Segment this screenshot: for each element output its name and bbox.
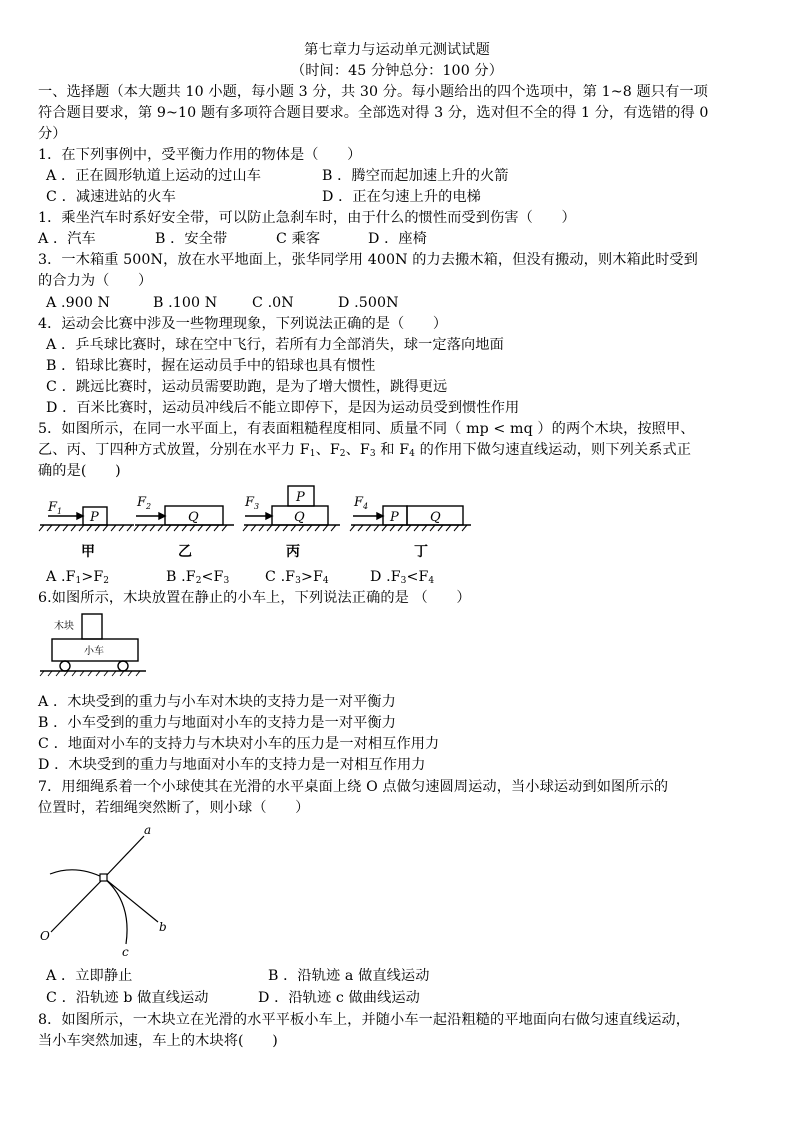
q2-option-d: D ．座椅 bbox=[368, 231, 427, 247]
q7-label-o: O bbox=[40, 929, 50, 943]
section-instructions-line3: 分） bbox=[38, 126, 67, 142]
q3-stem-line2: 的合力为（ ） bbox=[38, 273, 153, 289]
q1-stem: 1．在下列事例中，受平衡力作用的物体是（ ） bbox=[38, 147, 362, 163]
q5-d-rel: <F bbox=[406, 569, 429, 585]
q5-f3-sub: 3 bbox=[254, 502, 260, 511]
page-subtitle: （时间：45 分钟总分：100 分） bbox=[290, 63, 503, 79]
q1-option-b: B ．腾空而起加速上升的火箭 bbox=[322, 168, 509, 184]
q5-a-sub2: 2 bbox=[103, 576, 110, 586]
q4-option-b: B ．铅球比赛时，握在运动员手中的铅球也具有惯性 bbox=[46, 358, 376, 374]
q4-option-a: A ．乒乓球比赛时，球在空中飞行，若所有力全部消失，球一定落向地面 bbox=[46, 337, 504, 353]
q5-sub4: 4 bbox=[409, 449, 415, 459]
q5-l2e: 的作用下做匀速直线运动，则下列关系式正 bbox=[414, 442, 692, 458]
q5-p-ding: P bbox=[390, 510, 399, 525]
q7-label-b: b bbox=[159, 920, 167, 934]
q5-c-text: C .F bbox=[265, 569, 296, 585]
q5-q-ding: Q bbox=[430, 510, 441, 525]
q4-stem: 4．运动会比赛中涉及一些物理现象，下列说法正确的是（ ） bbox=[38, 316, 448, 332]
q5-c-rel: >F bbox=[300, 569, 323, 585]
q7-label-c: c bbox=[122, 945, 129, 959]
q5-d-text: D .F bbox=[370, 569, 401, 585]
q1-option-c: C ．减速进站的火车 bbox=[46, 189, 176, 205]
q5-d-sub3: 3 bbox=[400, 576, 407, 586]
q2-option-a: A ．汽车 bbox=[38, 231, 96, 247]
q5-b-sub3: 3 bbox=[223, 576, 230, 586]
q7-stem-line1: 7．用细绳系着一个小球使其在光滑的水平桌面上绕 O 点做匀速圆周运动，当小球运动到如图所示的 bbox=[38, 779, 669, 795]
q3-option-c: C .0N bbox=[252, 295, 294, 311]
q5-l1b: ）的两个木块，按照甲、 bbox=[532, 421, 695, 437]
q5-a-text: A .F bbox=[46, 569, 76, 585]
q5-c-sub3: 3 bbox=[295, 576, 301, 586]
q5-label-yi: 乙 bbox=[178, 544, 192, 560]
q5-p-jia: P bbox=[90, 510, 99, 525]
q6-block-label: 木块 bbox=[54, 621, 74, 632]
q5-l2d: 和 F bbox=[375, 442, 410, 458]
q5-l2b: 、F bbox=[315, 442, 340, 458]
q6-option-d: D ．木块受到的重力与地面对小车的支持力是一对相互作用力 bbox=[38, 757, 426, 773]
q7-option-d: D ．沿轨迹 c 做曲线运动 bbox=[258, 990, 420, 1006]
q3-option-a: A .900 N bbox=[46, 295, 111, 311]
q5-sub1: 1 bbox=[309, 449, 316, 459]
q6-cart-label: 小车 bbox=[84, 646, 104, 657]
q5-f3-label: F bbox=[245, 495, 255, 510]
q8-stem-line1: 8．如图所示，一木块立在光滑的水平平板小车上，并随小车一起沿粗糙的平地面向右做匀速直线运动， bbox=[38, 1012, 691, 1028]
q5-b-text: B .F bbox=[166, 569, 196, 585]
q5-l1a: 5．如图所示，在同一水平面上，有表面粗糙程度相同、质量不同（ bbox=[38, 421, 467, 437]
q6-figure bbox=[38, 610, 148, 686]
q1-option-d: D ．正在匀速上升的电梯 bbox=[322, 189, 481, 205]
q5-q-bing: Q bbox=[294, 510, 305, 525]
q5-a-sub1: 1 bbox=[75, 576, 82, 586]
q5-p-bing: P bbox=[296, 490, 305, 505]
q8-stem-line2: 当小车突然加速，车上的木块将( ) bbox=[38, 1033, 278, 1049]
q3-option-d: D .500N bbox=[338, 295, 399, 311]
q5-figure bbox=[38, 484, 478, 566]
q3-stem-line1: 3．一木箱重 500N，放在水平地面上，张华同学用 400N 的力去搬木箱，但没有搬动，则木箱此时受到 bbox=[38, 252, 698, 268]
q7-option-c: C ．沿轨迹 b 做直线运动 bbox=[46, 990, 209, 1006]
q5-c-sub4: 4 bbox=[322, 576, 329, 586]
q3-option-b: B .100 N bbox=[153, 295, 218, 311]
q5-label-jia: 甲 bbox=[81, 544, 95, 560]
q5-label-bing: 丙 bbox=[286, 544, 300, 560]
q5-f1-label: F bbox=[48, 500, 58, 515]
q5-q-yi: Q bbox=[188, 510, 199, 525]
q6-option-b: B ．小车受到的重力与地面对小车的支持力是一对平衡力 bbox=[38, 715, 397, 731]
q5-sub3: 3 bbox=[369, 449, 376, 459]
q5-d-sub4: 4 bbox=[428, 576, 435, 586]
q5-stem-line3: 确的是( ) bbox=[38, 463, 121, 479]
q7-option-b: B ．沿轨迹 a 做直线运动 bbox=[268, 968, 430, 984]
q5-stem-line1 bbox=[38, 419, 760, 439]
section-instructions-line2: 符合题目要求，第 9~10 题有多项符合题目要求。全部选对得 3 分，选对但不全的得 1 分，有选错的得 0 bbox=[38, 105, 709, 121]
q5-l2c: 、F bbox=[345, 442, 370, 458]
section-instructions-line1: 一、选择题（本大题共 10 小题，每小题 3 分，共 30 分。每小题给出的四个选项中，第 1~8 题只有一项 bbox=[38, 84, 708, 100]
q5-f2-sub: 2 bbox=[146, 502, 152, 511]
q4-option-c: C ．跳远比赛时，运动员需要助跑，是为了增大惯性，跳得更远 bbox=[46, 379, 448, 395]
q5-f1-sub: 1 bbox=[57, 507, 63, 516]
q7-stem-line2: 位置时，若细绳突然断了，则小球（ ） bbox=[38, 800, 310, 816]
q5-f2-label: F bbox=[137, 495, 147, 510]
q6-option-a: A ．木块受到的重力与小车对木块的支持力是一对平衡力 bbox=[38, 694, 396, 710]
q5-l2a: 乙、丙、丁四种方式放置，分别在水平力 F bbox=[38, 442, 310, 458]
q2-option-b: B ．安全带 bbox=[155, 231, 228, 247]
q5-f4-label: F bbox=[354, 495, 364, 510]
q5-label-ding: 丁 bbox=[414, 544, 428, 560]
q7-option-a: A ．立即静止 bbox=[46, 968, 133, 984]
page-title: 第七章力与运动单元测试试题 bbox=[304, 42, 490, 58]
q5-a-rel: >F bbox=[81, 569, 104, 585]
q7-figure bbox=[36, 822, 186, 962]
q2-option-c: C 乘客 bbox=[276, 231, 321, 247]
q1-option-a: A ．正在圆形轨道上运动的过山车 bbox=[46, 168, 261, 184]
q6-option-c: C ．地面对小车的支持力与木块对小车的压力是一对相互作用力 bbox=[38, 736, 440, 752]
q5-mass-relation: mp < mq bbox=[466, 421, 533, 437]
q6-stem: 6.如图所示，木块放置在静止的小车上，下列说法正确的是 （ ） bbox=[38, 590, 471, 606]
q2-stem: 1．乘坐汽车时系好安全带，可以防止急刹车时，由于什么的惯性而受到伤害（ ） bbox=[38, 210, 576, 226]
q5-b-rel: <F bbox=[201, 569, 224, 585]
q4-option-d: D ．百米比赛时，运动员冲线后不能立即停下，是因为运动员受到惯性作用 bbox=[46, 400, 520, 416]
q5-f4-sub: 4 bbox=[363, 502, 369, 511]
q5-sub2: 2 bbox=[339, 449, 346, 459]
q7-label-a: a bbox=[144, 823, 152, 837]
q5-b-sub2: 2 bbox=[195, 576, 202, 586]
